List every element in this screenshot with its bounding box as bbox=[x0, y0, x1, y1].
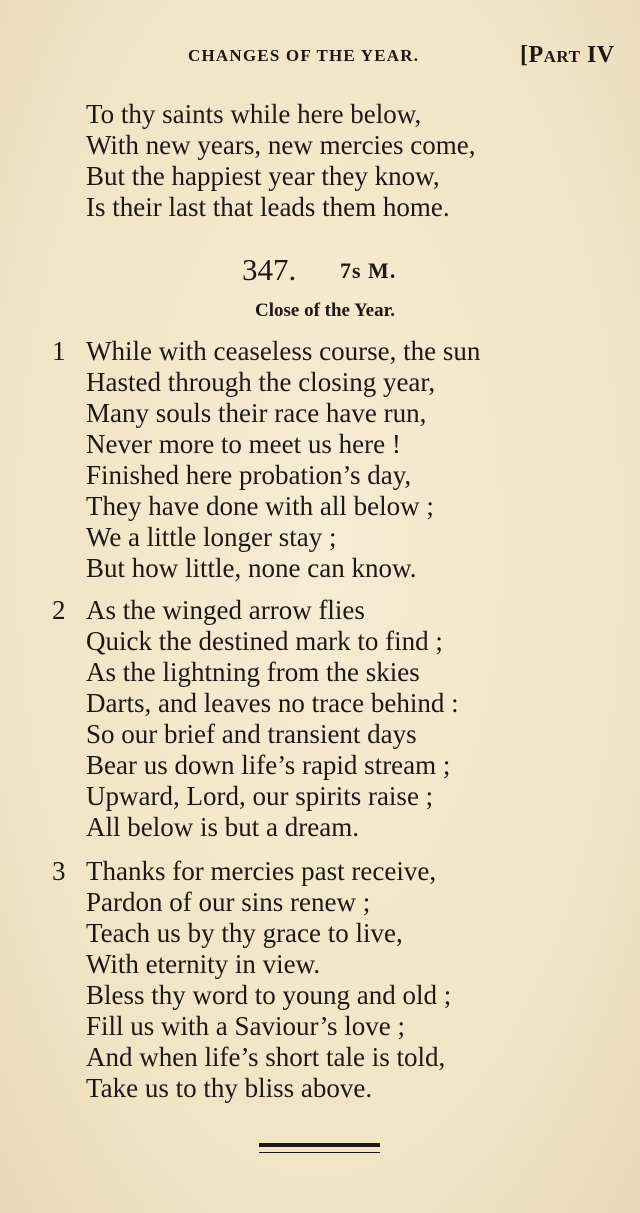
verse-line: Hasted through the closing year, bbox=[86, 367, 436, 397]
verse-line: Thanks for mercies past receive, bbox=[86, 856, 437, 886]
verse-line: As the winged arrow flies bbox=[86, 595, 365, 625]
end-rule-thick bbox=[259, 1143, 380, 1147]
running-head-title: CHANGES OF THE YEAR. bbox=[188, 46, 420, 65]
verse-line: Bear us down life’s rapid stream ; bbox=[86, 750, 451, 780]
verse-line: They have done with all below ; bbox=[86, 491, 434, 521]
verse-line: We a little longer stay ; bbox=[86, 522, 337, 552]
stanza-number: 1 bbox=[52, 336, 66, 366]
verse-line: Bless thy word to young and old ; bbox=[86, 980, 452, 1010]
verse-line: Finished here probation’s day, bbox=[86, 460, 412, 490]
verse-line: With new years, new mercies come, bbox=[86, 130, 476, 160]
hymn-meter: 7s M. bbox=[340, 258, 397, 283]
verse-line: So our brief and transient days bbox=[86, 719, 417, 749]
verse-line: Never more to meet us here ! bbox=[86, 429, 401, 459]
verse-line: And when life’s short tale is told, bbox=[86, 1042, 446, 1072]
stanza-number: 2 bbox=[52, 595, 66, 625]
verse-line: Take us to thy bliss above. bbox=[86, 1073, 373, 1103]
verse-line: Quick the destined mark to find ; bbox=[86, 626, 443, 656]
hymn-number: 347. bbox=[242, 252, 297, 287]
verse-line: But how little, none can know. bbox=[86, 553, 417, 583]
verse-line: Many souls their race have run, bbox=[86, 398, 427, 428]
verse-line: As the lightning from the skies bbox=[86, 657, 420, 687]
hymn-title: Close of the Year. bbox=[255, 300, 396, 321]
verse-line: Fill us with a Saviour’s love ; bbox=[86, 1011, 406, 1041]
verse-line: Teach us by thy grace to live, bbox=[86, 918, 403, 948]
verse-line: Darts, and leaves no trace behind : bbox=[86, 688, 459, 718]
verse-line: Upward, Lord, our spirits raise ; bbox=[86, 781, 434, 811]
stanza-number: 3 bbox=[52, 856, 66, 886]
hymn-heading bbox=[0, 252, 640, 292]
running-head-part: [Part IV bbox=[520, 42, 615, 68]
verse-line: But the happiest year they know, bbox=[86, 161, 440, 191]
verse-line: To thy saints while here below, bbox=[86, 99, 422, 129]
verse-line: Pardon of our sins renew ; bbox=[86, 887, 371, 917]
end-rule-thin bbox=[259, 1152, 380, 1153]
running-head bbox=[0, 42, 640, 72]
verse-line: All below is but a dream. bbox=[86, 812, 359, 842]
verse-line: While with ceaseless course, the sun bbox=[86, 336, 481, 366]
verse-line: With eternity in view. bbox=[86, 949, 321, 979]
verse-line: Is their last that leads them home. bbox=[86, 192, 450, 222]
